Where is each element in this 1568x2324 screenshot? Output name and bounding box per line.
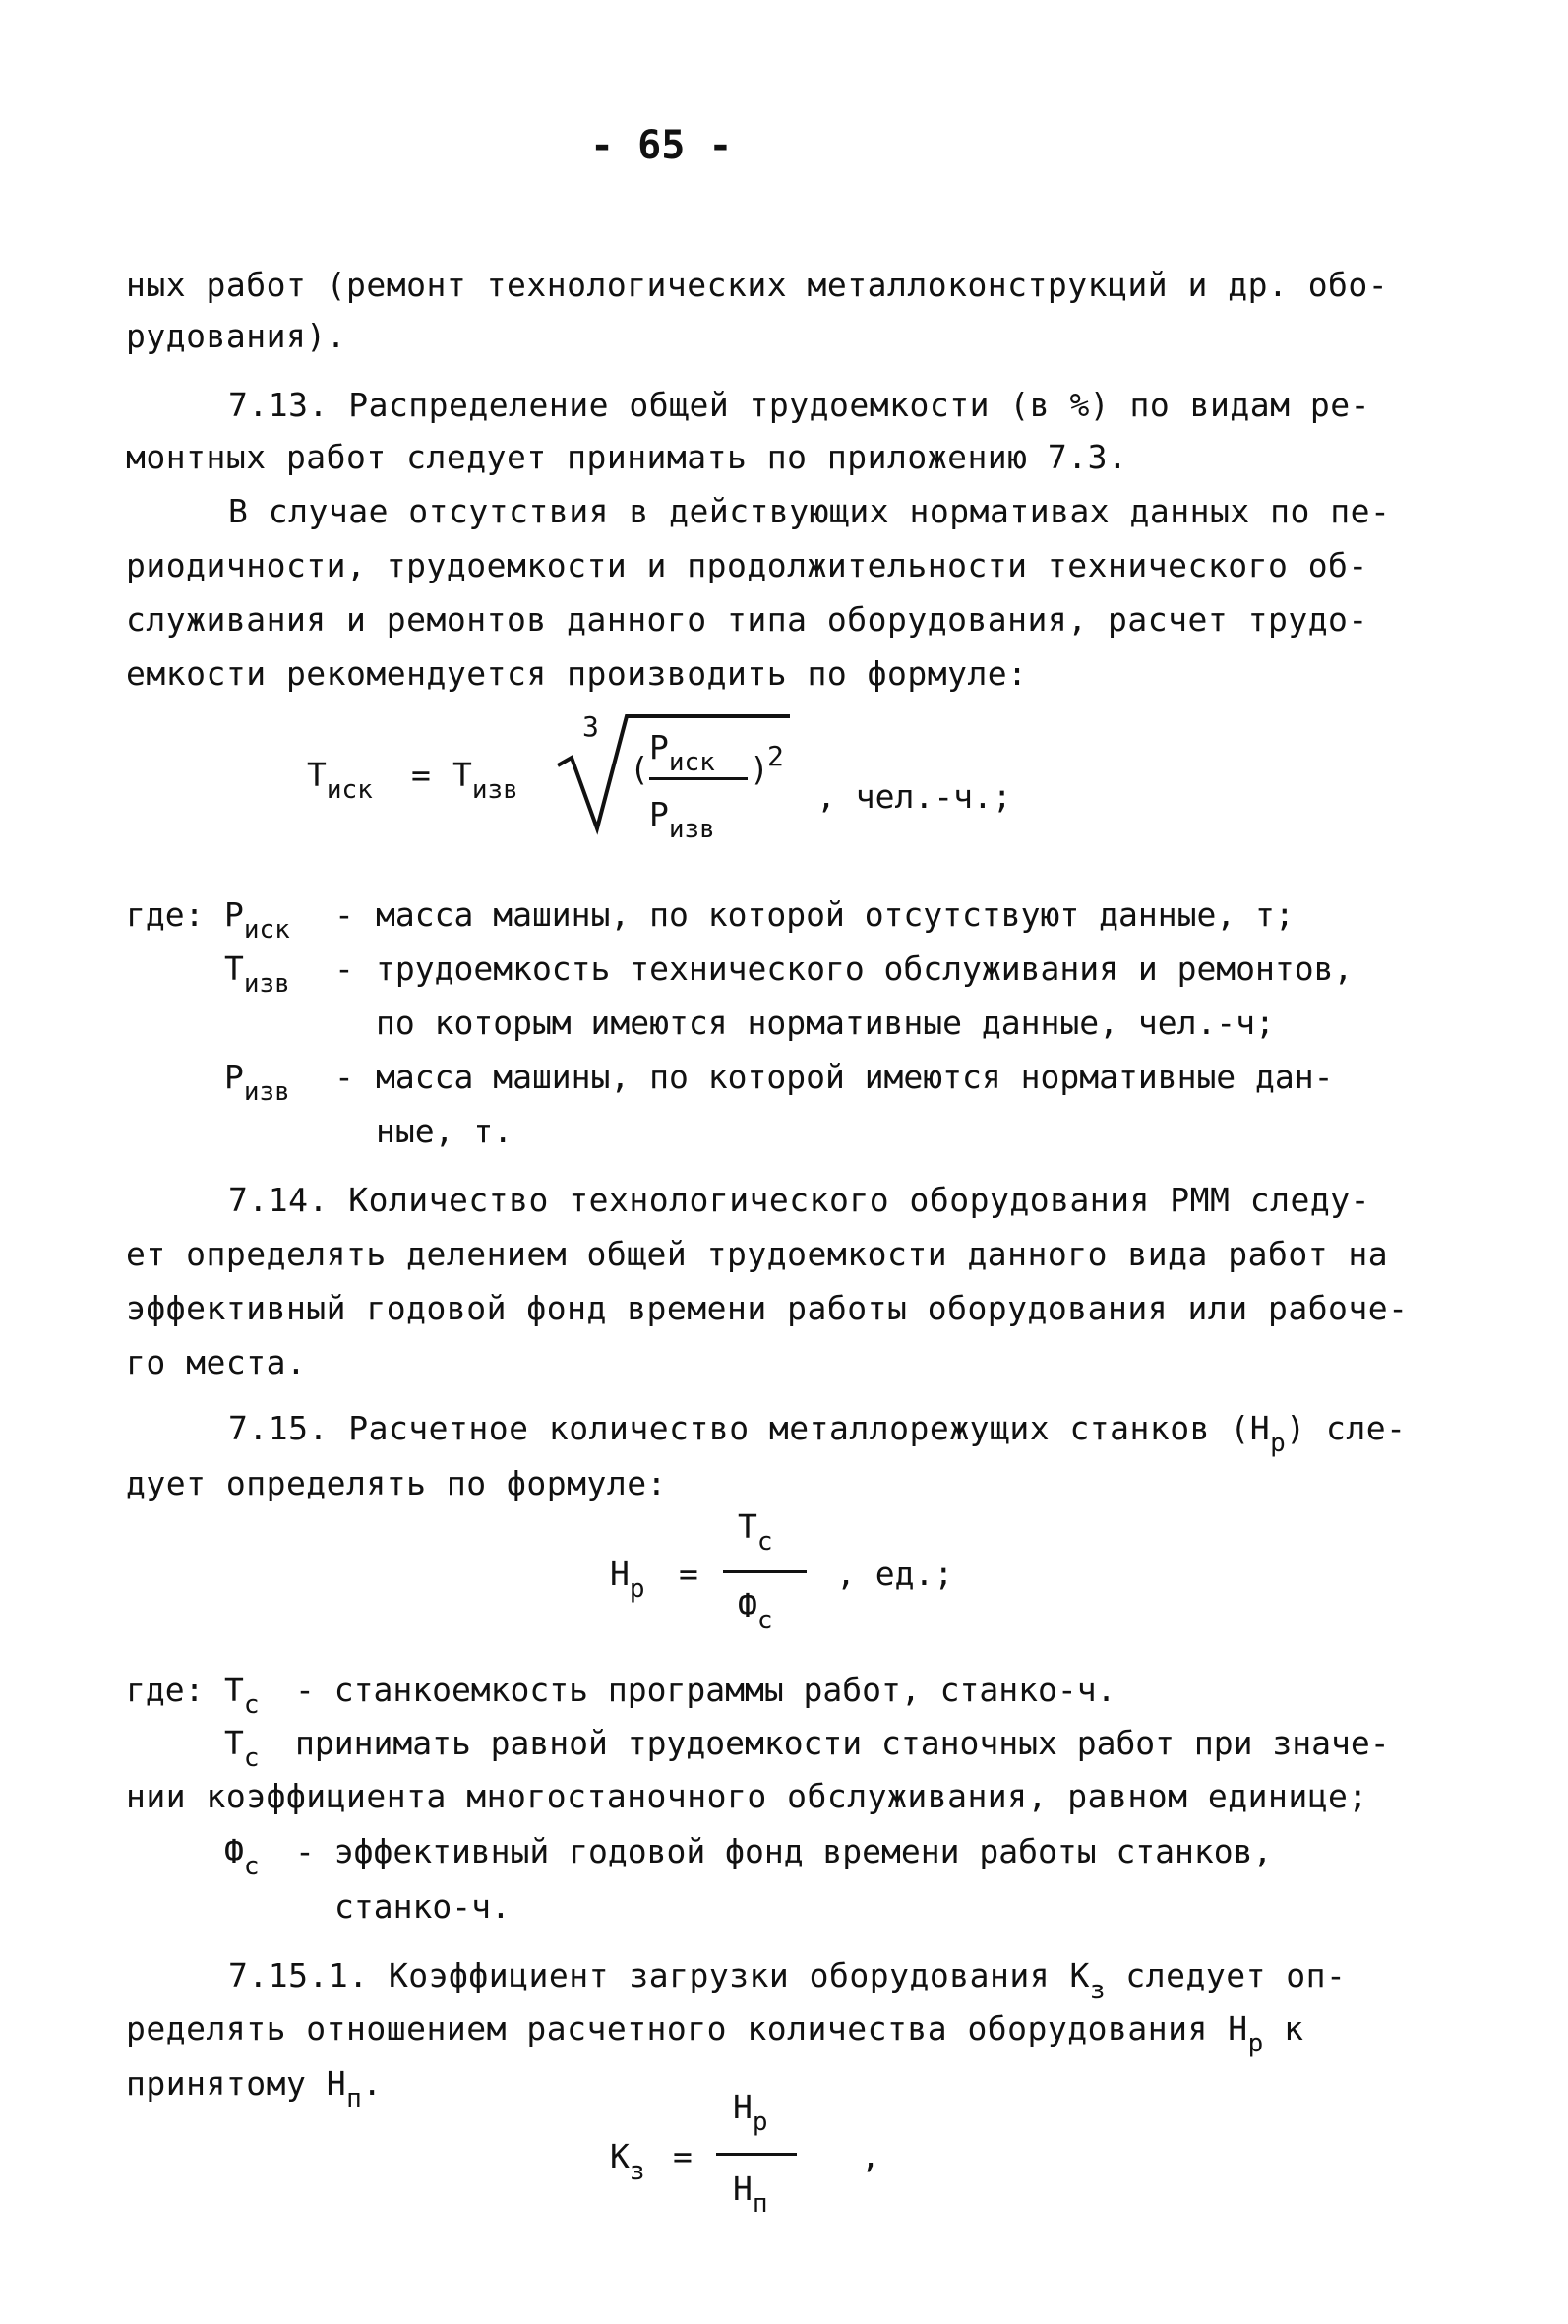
dash: - (334, 949, 354, 988)
text-line: емкости рекомендуется производить по формуле: (126, 654, 1028, 693)
formula-equals: = (673, 2137, 693, 2175)
where-label: где: (126, 895, 205, 934)
fraction-denominator: $Р_{изв}$ (649, 795, 715, 844)
symbol-t-izv: $Т_{изв}$ (224, 949, 290, 999)
text-line: принятому $Н_п$. (126, 2064, 383, 2113)
symbol-t-c: $Т_с$ (224, 1671, 260, 1720)
symbol-t-c: $Т_с$ (224, 1724, 260, 1773)
text-line: ределять отношением расчетного количества оборудования $Н_р$ к (126, 2009, 1304, 2058)
text-line: рудования). (126, 317, 347, 355)
formula-lhs: $К_з$ (610, 2137, 645, 2186)
formula-unit: , ед.; (836, 1555, 954, 1593)
formula-unit: , (861, 2137, 880, 2175)
page-number: - 65 - (590, 123, 733, 168)
fraction-bar (716, 2153, 797, 2156)
formula-lhs: $Т_{иск}$ (307, 756, 373, 805)
dash: - (334, 1058, 354, 1096)
text-line: В случае отсутствия в действующих нормативах данных по пе- (228, 492, 1391, 530)
definition-text: принимать равной трудоемкости станочных работ при значе- (295, 1724, 1390, 1762)
formula-t-izv: $Т_{изв}$ (452, 756, 518, 805)
definition-text: нии коэффициента многостаночного обслуживания, равном единице; (126, 1777, 1368, 1815)
dash: - (334, 895, 354, 934)
definition-text: масса машины, по которой имеются нормативные дан- (376, 1058, 1334, 1096)
text-line: 7.15. Расчетное количество металлорежущих станков $(Н_р)$ сле- (228, 1409, 1407, 1458)
text-line: 7.14. Количество технологического оборудования РММ следу- (228, 1181, 1370, 1219)
text-line: дует определять по формуле: (126, 1464, 667, 1502)
formula-equals: = (411, 756, 431, 794)
symbol-f-c: $Ф_с$ (224, 1832, 260, 1881)
open-paren: ( (630, 750, 649, 788)
fraction-numerator: $Н_р$ (733, 2088, 768, 2137)
definition-text: - эффективный годовой фонд времени работы станков, (295, 1832, 1273, 1870)
text-line: 7.13. Распределение общей трудоемкости (в %) по видам ре- (228, 386, 1370, 424)
text-line: го места. (126, 1343, 307, 1381)
text-line: служивания и ремонтов данного типа оборудования, расчет трудо- (126, 600, 1368, 639)
definition-text: - станкоемкость программы работ, станко-ч. (295, 1671, 1116, 1709)
formula-lhs: $Н_р$ (610, 1555, 645, 1604)
where-label: где: (126, 1671, 205, 1709)
definition-text: масса машины, по которой отсутствуют данные, т; (376, 895, 1295, 934)
definition-text: ные, т. (376, 1112, 513, 1150)
symbol-p-isk: $Р_{иск}$ (224, 895, 290, 945)
fraction-denominator: $Ф_с$ (738, 1586, 773, 1635)
symbol-p-izv: $Р_{изв}$ (224, 1058, 290, 1107)
definition-text: трудоемкость технического обслуживания и ремонтов, (376, 949, 1354, 988)
fraction-bar (723, 1570, 807, 1573)
formula-unit: , чел.-ч.; (816, 777, 1012, 816)
close-paren: ) (750, 750, 769, 788)
text-line: 7.15.1. Коэффициент загрузки оборудования $К_з$ следует оп- (228, 1956, 1347, 2005)
fraction-bar (649, 777, 748, 780)
text-line: монтных работ следует принимать по приложению 7.3. (126, 438, 1128, 476)
fraction-denominator: $Н_п$ (733, 2170, 768, 2219)
text-line: ных работ (ремонт технологических металлоконструкций и др. обо- (126, 266, 1389, 304)
exponent: 2 (767, 740, 784, 772)
text-line: ет определять делением общей трудоемкости данного вида работ на (126, 1235, 1389, 1273)
text-line: риодичности, трудоемкости и продолжительности технического об- (126, 546, 1368, 584)
fraction-numerator: $Р_{иск}$ (649, 728, 715, 777)
definition-text: станко-ч. (334, 1887, 511, 1926)
text-line: эффективный годовой фонд времени работы оборудования или рабоче- (126, 1289, 1409, 1327)
definition-text: по которым имеются нормативные данные, чел.-ч; (376, 1004, 1275, 1042)
root-index: 3 (582, 710, 599, 743)
fraction-numerator: $Т_с$ (738, 1507, 773, 1557)
formula-equals: = (679, 1555, 698, 1593)
